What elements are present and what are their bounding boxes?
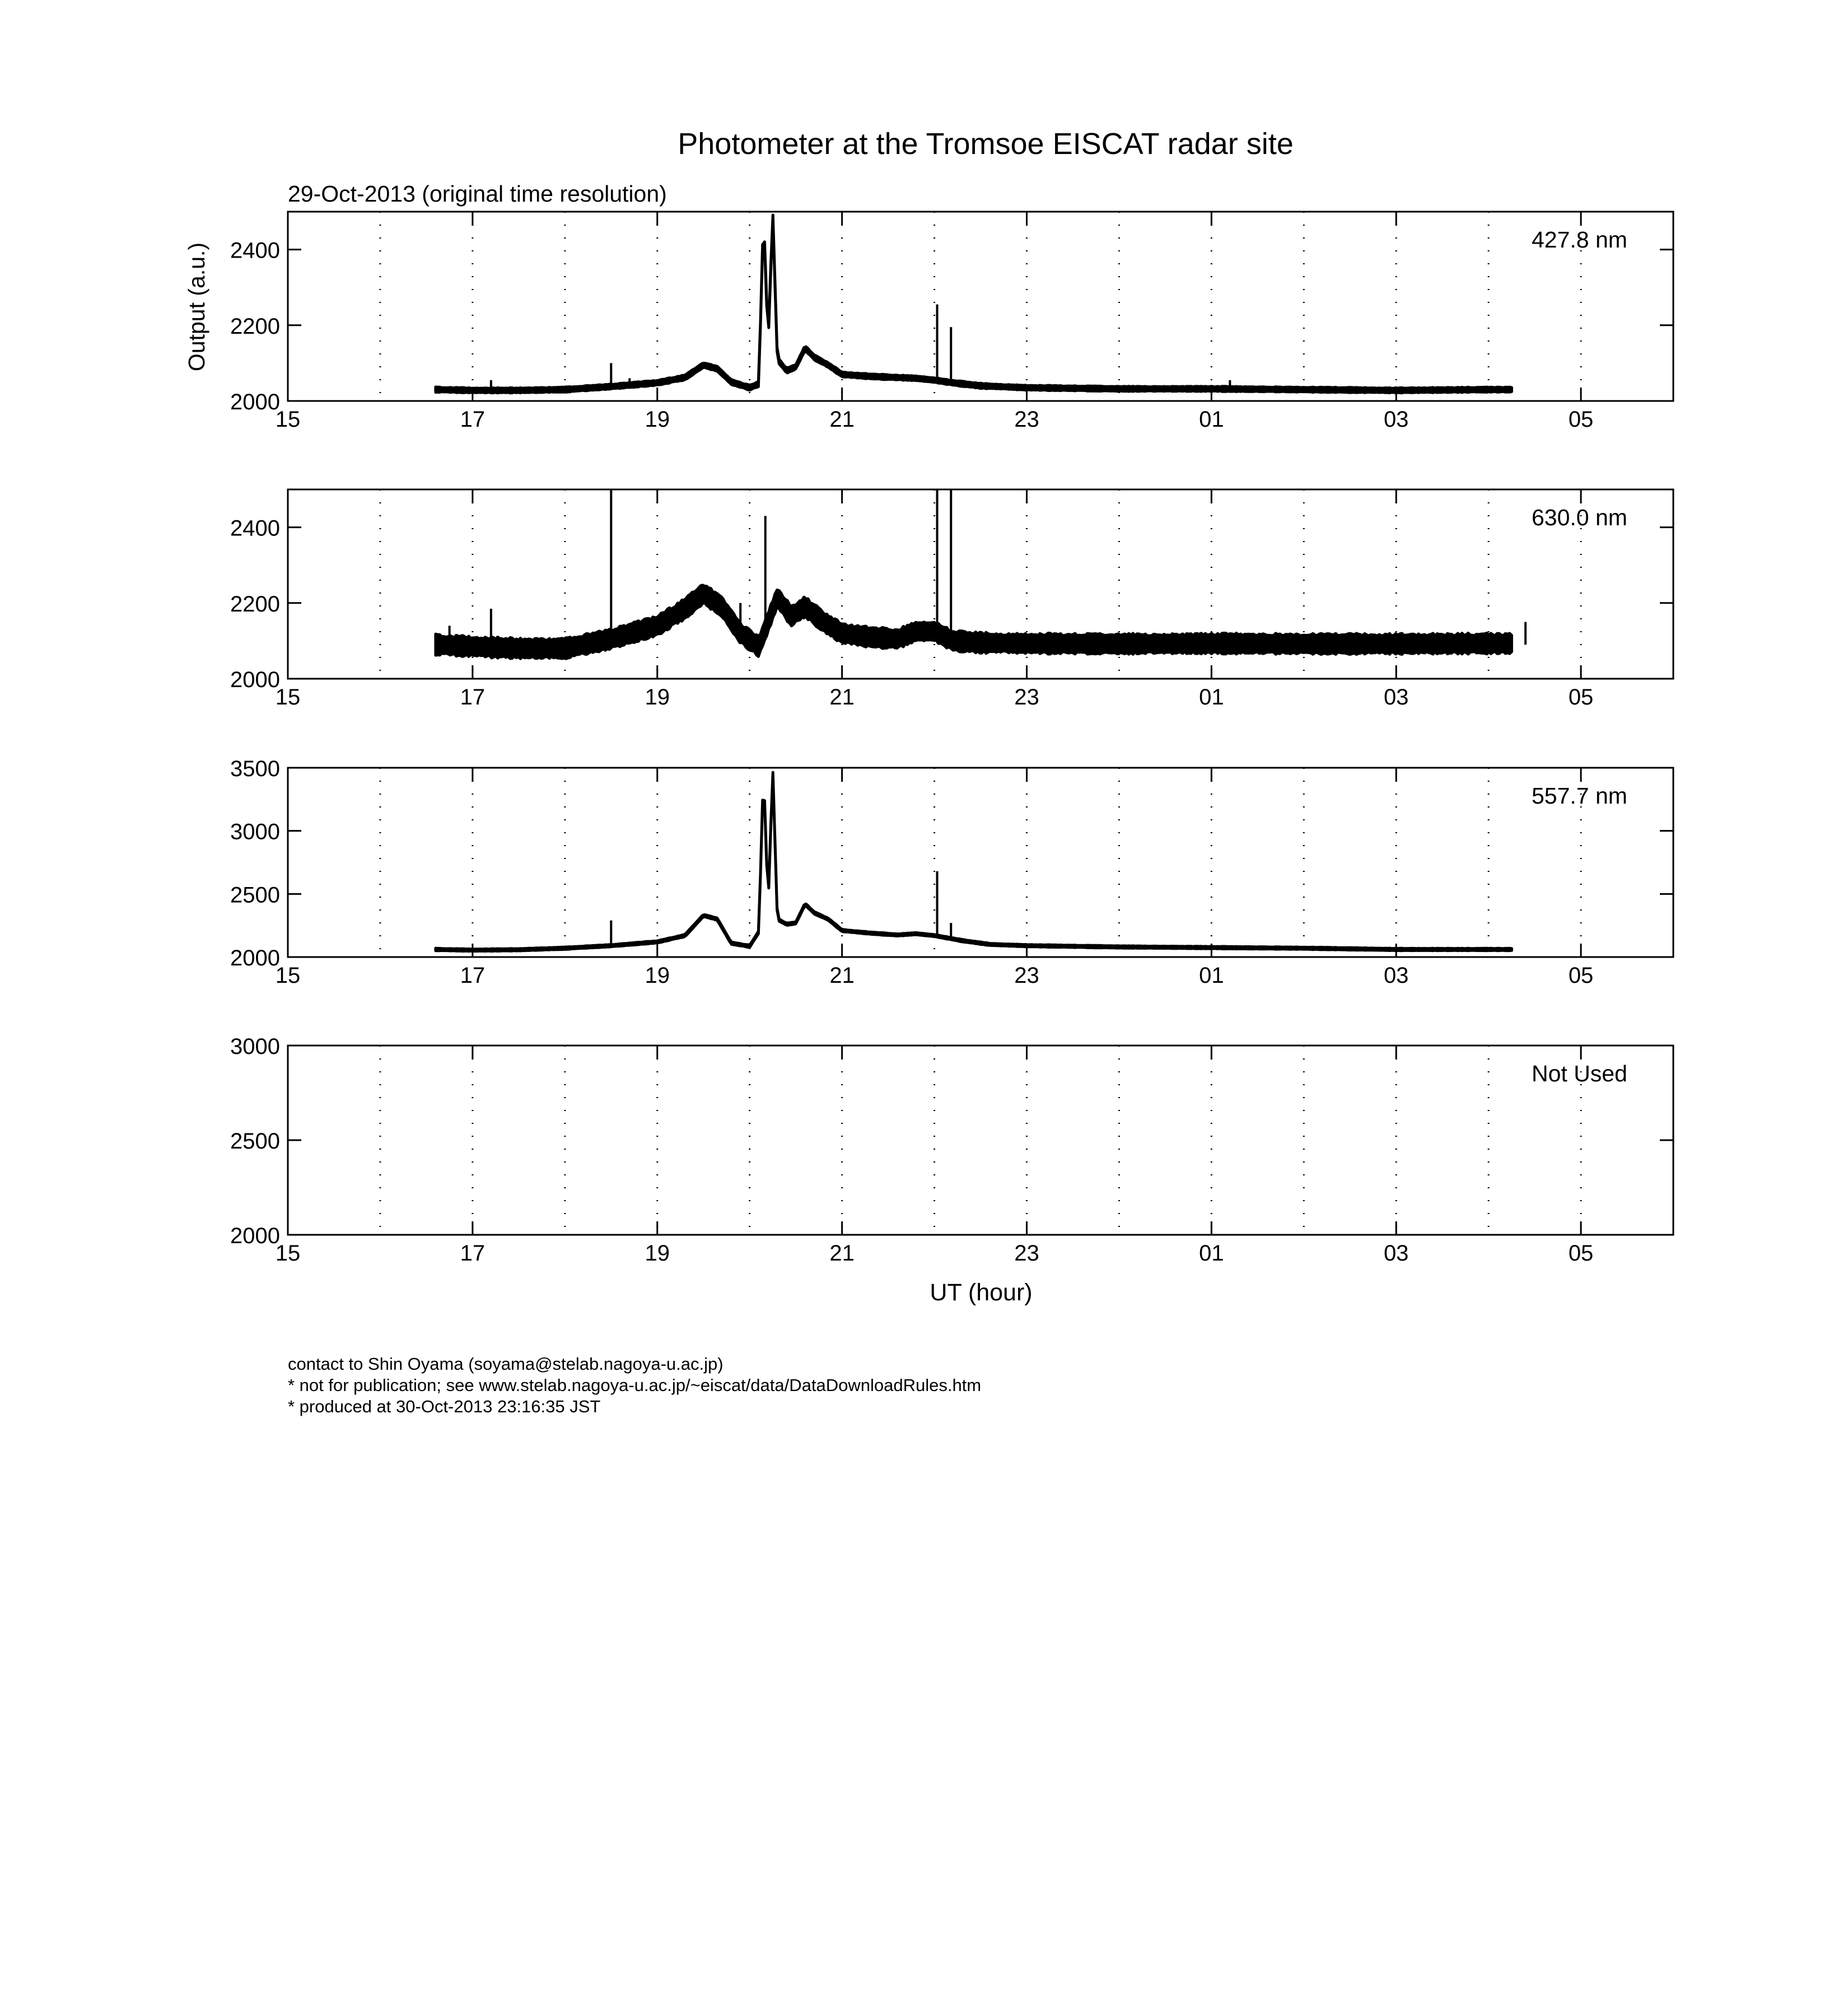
y-tick-label: 3000 <box>230 1034 280 1059</box>
axes-frame <box>288 212 1673 401</box>
y-axis-label: Output (a.u.) <box>184 242 209 372</box>
panels <box>230 212 1673 1266</box>
x-tick-label: 17 <box>460 407 486 432</box>
x-tick-label: 17 <box>460 963 486 988</box>
y-tick-label: 3000 <box>230 819 280 844</box>
x-tick-label: 21 <box>829 963 855 988</box>
y-tick-label: 2500 <box>230 1129 280 1154</box>
y-tick-label: 2200 <box>230 314 280 339</box>
x-tick-label: 19 <box>645 963 670 988</box>
x-tick-label: 21 <box>829 1241 855 1266</box>
x-tick-label: 17 <box>460 685 486 710</box>
y-tick-label: 2000 <box>230 946 280 970</box>
footer-line-2: * not for publication; see www.stelab.nagoya-u.ac.jp/~eiscat/data/DataDownloadRules.htm <box>288 1375 982 1395</box>
x-tick-label: 19 <box>645 1241 670 1266</box>
panel-label: Not Used <box>1532 1061 1627 1086</box>
panel-3 <box>230 757 1673 988</box>
y-tick-label: 3500 <box>230 757 280 781</box>
y-tick-label: 2400 <box>230 238 280 263</box>
x-tick-label: 15 <box>275 963 301 988</box>
figure-subtitle: 29-Oct-2013 (original time resolution) <box>288 181 667 207</box>
x-tick-label: 03 <box>1383 963 1409 988</box>
x-tick-label: 17 <box>460 1241 486 1266</box>
y-tick-label: 2000 <box>230 668 280 692</box>
x-tick-label: 23 <box>1014 407 1039 432</box>
x-tick-label: 01 <box>1199 1241 1224 1266</box>
x-tick-label: 05 <box>1568 1241 1594 1266</box>
series-line <box>436 215 1511 393</box>
x-tick-label: 15 <box>275 1241 301 1266</box>
x-axis-label: UT (hour) <box>930 1279 1033 1306</box>
x-tick-label: 23 <box>1014 1241 1039 1266</box>
panel-label: 557.7 nm <box>1532 783 1627 809</box>
x-tick-label: 19 <box>645 407 670 432</box>
series-line <box>436 585 1511 659</box>
y-tick-label: 2000 <box>230 1224 280 1248</box>
panel-4 <box>230 1034 1673 1266</box>
x-tick-label: 23 <box>1014 685 1039 710</box>
panel-1 <box>230 212 1673 432</box>
y-tick-label: 2200 <box>230 591 280 617</box>
panel-label: 427.8 nm <box>1532 227 1627 253</box>
x-tick-label: 01 <box>1199 963 1224 988</box>
axes-frame <box>288 1046 1673 1235</box>
x-tick-label: 15 <box>275 407 301 432</box>
footer-line-3: * produced at 30-Oct-2013 23:16:35 JST <box>288 1397 601 1416</box>
axes-frame <box>288 768 1673 957</box>
panel-2 <box>230 489 1673 710</box>
x-tick-label: 21 <box>829 407 855 432</box>
y-tick-label: 2400 <box>230 516 280 541</box>
x-tick-label: 05 <box>1568 963 1594 988</box>
x-tick-label: 21 <box>829 685 855 710</box>
x-tick-label: 05 <box>1568 685 1594 710</box>
x-tick-label: 19 <box>645 685 670 710</box>
y-tick-label: 2500 <box>230 883 280 908</box>
x-tick-label: 01 <box>1199 685 1224 710</box>
x-tick-label: 05 <box>1568 407 1594 432</box>
footer-line-1: contact to Shin Oyama (soyama@stelab.nagoya-u.ac.jp) <box>288 1354 724 1374</box>
x-tick-label: 03 <box>1383 685 1409 710</box>
x-tick-label: 01 <box>1199 407 1224 432</box>
panel-label: 630.0 nm <box>1532 505 1627 530</box>
series-line <box>436 772 1511 951</box>
y-tick-label: 2000 <box>230 390 280 414</box>
x-tick-label: 15 <box>275 685 301 710</box>
figure-title: Photometer at the Tromsoe EISCAT radar site <box>678 127 1294 161</box>
x-tick-label: 03 <box>1383 1241 1409 1266</box>
x-tick-label: 23 <box>1014 963 1039 988</box>
x-tick-label: 03 <box>1383 407 1409 432</box>
